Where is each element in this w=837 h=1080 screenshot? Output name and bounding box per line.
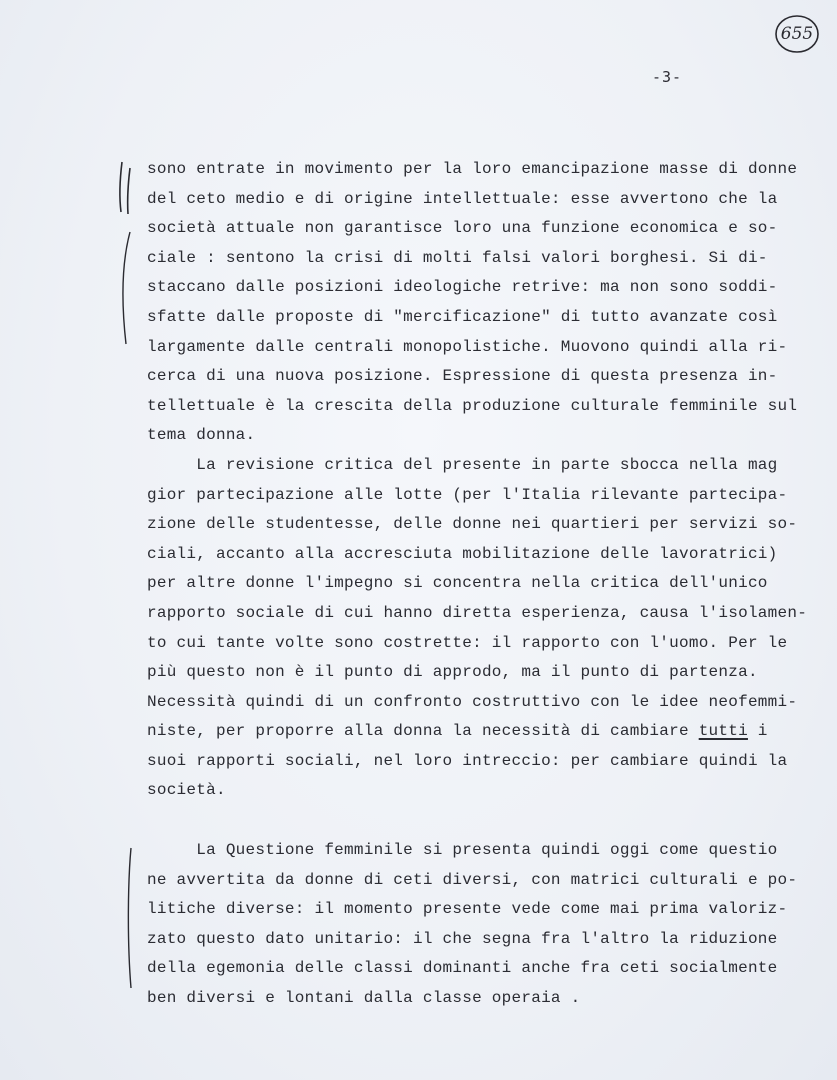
margin-bracket-mark bbox=[123, 232, 130, 344]
text-line: del ceto medio e di origine intellettuale: esse avvertono che la bbox=[147, 189, 778, 208]
text-line: La revisione critica del presente in parte sbocca nella mag bbox=[147, 455, 778, 474]
text-line: Necessità quindi di un confronto costruttivo con le idee neofemmi- bbox=[147, 692, 798, 711]
text-line: per altre donne l'impegno si concentra nella critica dell'unico bbox=[147, 574, 768, 593]
text-line: largamente dalle centrali monopolistiche. Muovono quindi alla ri- bbox=[147, 337, 788, 356]
text-segment: i bbox=[747, 722, 768, 741]
text-line: staccano dalle posizioni ideologiche retrive: ma non sono soddi- bbox=[147, 278, 778, 297]
text-line: La Questione femminile si presenta quindi oggi come questio bbox=[147, 841, 778, 860]
text-line: ciale : sentono la crisi di molti falsi valori borghesi. Si di- bbox=[147, 248, 768, 267]
text-line: rapporto sociale di cui hanno diretta esperienza, causa l'isolamen- bbox=[147, 603, 808, 622]
text-line: suoi rapporti sociali, nel loro intreccio: per cambiare quindi la bbox=[147, 751, 788, 770]
paragraph-3 bbox=[147, 836, 817, 1014]
text-line: ben diversi e lontani dalla classe operaia . bbox=[147, 989, 581, 1008]
text-line: gior partecipazione alle lotte (per l'Italia rilevante partecipa- bbox=[147, 485, 788, 504]
text-line: zione delle studentesse, delle donne nei quartieri per servizi so- bbox=[147, 515, 798, 534]
text-line: società. bbox=[147, 781, 226, 800]
text-line: più questo non è il punto di approdo, ma il punto di partenza. bbox=[147, 663, 758, 682]
body-text bbox=[147, 155, 817, 1014]
archive-stamp bbox=[774, 14, 820, 54]
text-line: della egemonia delle classi dominanti anche fra ceti socialmente bbox=[147, 959, 778, 978]
page-number: -3- bbox=[652, 68, 683, 86]
margin-bracket-mark bbox=[128, 848, 131, 988]
text-line: zato questo dato unitario: il che segna fra l'altro la riduzione bbox=[147, 929, 778, 948]
text-line: sono entrate in movimento per la loro emancipazione masse di donne bbox=[147, 160, 798, 178]
margin-double-bar-mark bbox=[120, 162, 122, 212]
underlined-word: tutti bbox=[698, 722, 748, 741]
text-line: sfatte dalle proposte di "mercificazione" di tutto avanzate così bbox=[147, 307, 778, 326]
text-line: ne avvertita da donne di ceti diversi, con matrici culturali e po- bbox=[147, 870, 798, 889]
text-line: tema donna. bbox=[147, 426, 256, 445]
text-line: cerca di una nuova posizione. Espressione di questa presenza in- bbox=[147, 367, 778, 386]
text-line: to cui tante volte sono costrette: il rapporto con l'uomo. Per le bbox=[147, 633, 788, 652]
margin-double-bar-mark bbox=[128, 168, 130, 214]
stamp-number: 655 bbox=[780, 24, 814, 44]
text-line-with-underline bbox=[147, 717, 817, 747]
paragraph-2 bbox=[147, 451, 817, 806]
paragraph-spacer bbox=[147, 806, 817, 836]
text-line: tellettuale è la crescita della produzione culturale femminile sul bbox=[147, 396, 798, 415]
text-line: litiche diverse: il momento presente vede come mai prima valoriz- bbox=[147, 900, 788, 919]
text-line: ciali, accanto alla accresciuta mobilitazione delle lavoratrici) bbox=[147, 544, 778, 563]
paragraph-1 bbox=[147, 155, 817, 451]
text-segment: niste, per proporre alla donna la necessità di cambiare bbox=[147, 722, 699, 741]
text-line: società attuale non garantisce loro una funzione economica e so- bbox=[147, 219, 778, 238]
